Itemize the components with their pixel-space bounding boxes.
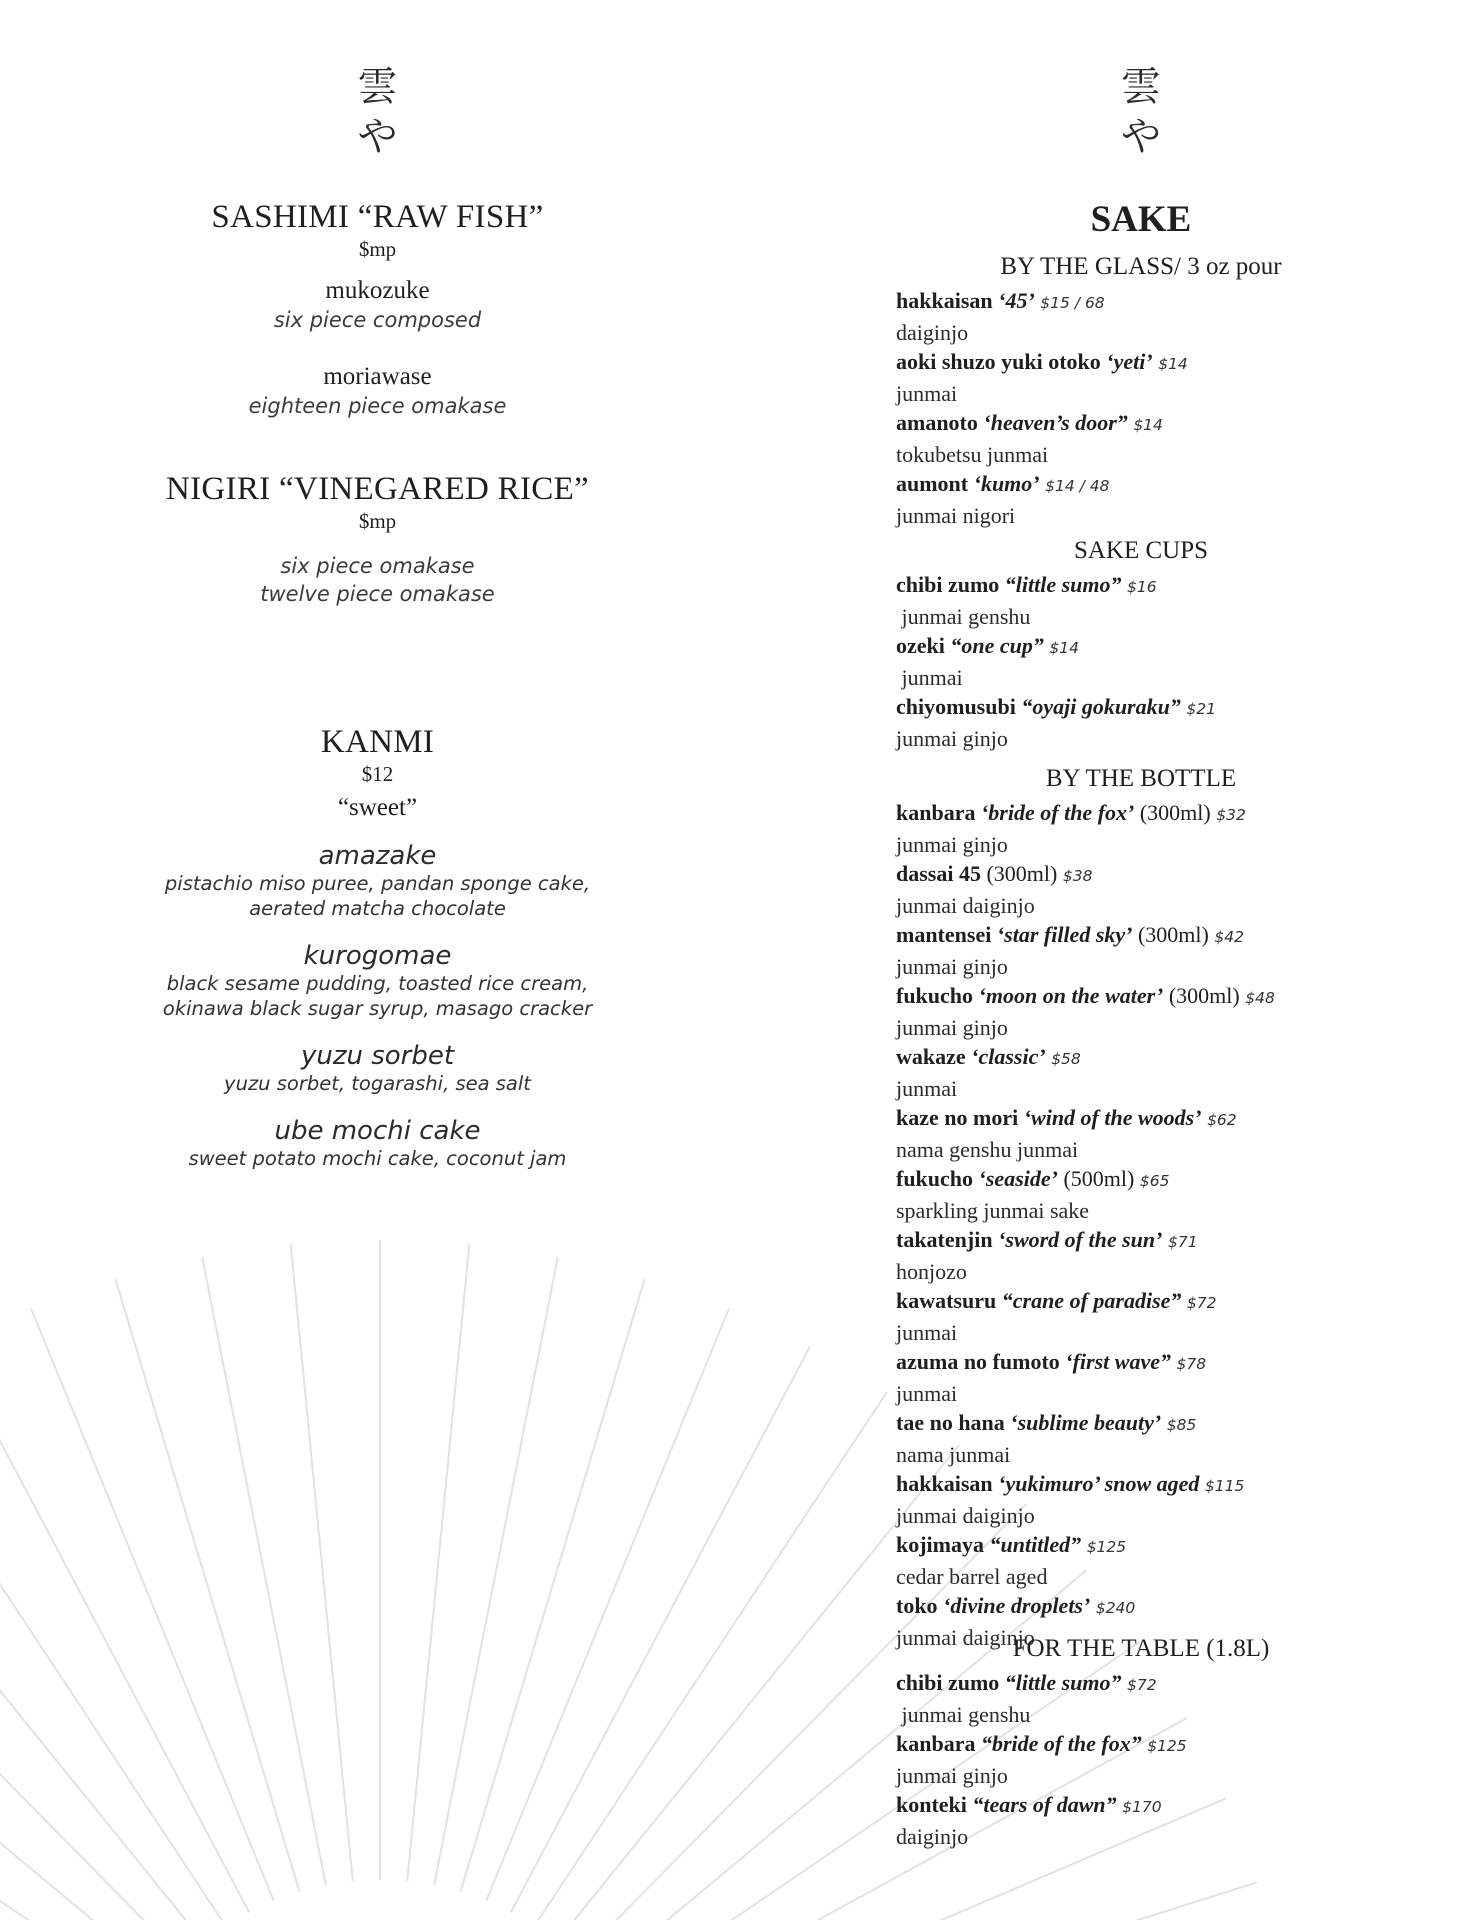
sake-price: $14 <box>1133 416 1163 434</box>
dessert-name: amazake <box>318 841 437 871</box>
sake-nickname: “crane of paradise” <box>1001 1288 1182 1313</box>
sake-type: daiginjo <box>896 320 969 345</box>
sake-entry-title <box>896 1790 1456 1822</box>
sake-nickname: ‘heaven’s door” <box>983 410 1128 435</box>
sake-price: $14 <box>1158 355 1188 373</box>
sake-price: $125 <box>1086 1538 1127 1556</box>
sake-type: junmai <box>896 1381 958 1406</box>
sake-entry <box>896 920 1456 981</box>
sake-type: junmai daiginjo <box>896 1625 1035 1650</box>
sake-entry-title <box>896 798 1456 830</box>
dessert-name: kurogomae <box>303 941 452 971</box>
sake-nickname: ‘first wave” <box>1065 1349 1171 1374</box>
sake-name: mantensei <box>896 922 992 947</box>
sake-type: junmai <box>896 1076 958 1101</box>
sake-price: $14 / 48 <box>1045 477 1110 495</box>
sake-price: $15 / 68 <box>1040 294 1105 312</box>
kanmi-section <box>80 723 675 1171</box>
sake-name: konteki <box>896 1792 967 1817</box>
sake-price: $72 <box>1186 1294 1217 1312</box>
sashimi-item-name: mukozuke <box>325 277 430 304</box>
nigiri-option: twelve piece omakase <box>260 582 495 606</box>
sunburst-ray <box>0 1882 113 1920</box>
sake-name: kaze no mori <box>896 1105 1019 1130</box>
sake-entry-title <box>896 408 1456 440</box>
sake-volume: (300ml) <box>1168 983 1240 1008</box>
section-header: BY THE GLASS/ 3 oz pour <box>1000 253 1282 280</box>
sake-volume: (300ml) <box>1137 922 1209 947</box>
sake-entry <box>896 1668 1456 1729</box>
sake-entry <box>896 1286 1456 1347</box>
sake-nickname: “oyaji gokuraku” <box>1021 694 1181 719</box>
sake-entry-title <box>896 1469 1456 1501</box>
sake-entry <box>896 1469 1456 1530</box>
sake-name: hakkaisan <box>896 288 993 313</box>
sake-entry <box>896 469 1456 530</box>
sake-name: toko <box>896 1593 938 1618</box>
sake-type: junmai ginjo <box>896 1763 1008 1788</box>
sunburst-ray <box>291 1244 353 1881</box>
sake-name: wakaze <box>896 1044 966 1069</box>
sake-nickname: ‘wind of the woods’ <box>1023 1105 1202 1130</box>
sake-name: fukucho <box>896 983 974 1008</box>
sake-name: kanbara <box>896 800 976 825</box>
sake-entry-title <box>896 469 1456 501</box>
sunburst-ray <box>407 1244 469 1881</box>
sake-type: junmai <box>896 381 958 406</box>
sake-nickname: “tears of dawn” <box>972 1792 1117 1817</box>
logo-kumoya <box>80 62 675 162</box>
sake-name: tae no hana <box>896 1410 1005 1435</box>
dessert-desc: aerated matcha chocolate <box>249 897 506 920</box>
sake-volume: (500ml) <box>1063 1166 1135 1191</box>
sake-name: azuma no fumoto <box>896 1349 1060 1374</box>
sake-nickname: ‘classic’ <box>971 1044 1046 1069</box>
sake-name: kanbara <box>896 1731 976 1756</box>
sake-type: junmai ginjo <box>896 726 1008 751</box>
sake-entry <box>896 1729 1456 1790</box>
sake-type: junmai ginjo <box>896 954 1008 979</box>
sake-entry-title <box>896 1042 1456 1074</box>
sake-entry-title <box>896 347 1456 379</box>
sake-entry <box>896 1042 1456 1103</box>
sunburst-ray <box>202 1257 326 1885</box>
sake-entry <box>896 1103 1456 1164</box>
sake-entry-title <box>896 981 1456 1013</box>
sake-name: chibi zumo <box>896 1670 1000 1695</box>
sake-entry <box>896 631 1456 692</box>
kanmi-subtitle: “sweet” <box>337 794 418 821</box>
sake-price: $240 <box>1095 1599 1136 1617</box>
sake-type: cedar barrel aged <box>896 1564 1048 1589</box>
sake-type: sparkling junmai sake <box>896 1198 1090 1223</box>
dessert-desc: black sesame pudding, toasted rice cream, <box>166 972 589 995</box>
sake-price: $62 <box>1207 1111 1237 1129</box>
sunburst-ray <box>511 1347 810 1913</box>
dessert-desc: okinawa black sugar syrup, masago cracker <box>162 997 593 1020</box>
sake-price: $85 <box>1166 1416 1197 1434</box>
logo-glyph: や <box>357 114 398 160</box>
sake-volume: (300ml) <box>1139 800 1211 825</box>
sake-entry <box>896 859 1456 920</box>
sake-nickname: ‘star filled sky’ <box>996 922 1133 947</box>
sashimi-item-desc: eighteen piece omakase <box>248 394 507 418</box>
logo-glyph: 雲 <box>357 64 398 110</box>
sake-entry <box>896 1164 1456 1225</box>
sake-cups <box>896 536 1456 753</box>
sake-entry <box>896 692 1456 753</box>
sake-entry-title <box>896 1347 1456 1379</box>
sake-price: $65 <box>1139 1172 1170 1190</box>
sake-nickname: ‘moon on the water’ <box>978 983 1164 1008</box>
dessert-desc: pistachio miso puree, pandan sponge cake, <box>164 872 591 895</box>
sake-volume: (300ml) <box>986 861 1058 886</box>
sake-for-table <box>896 1634 1456 1851</box>
bottle-list <box>896 798 1456 1652</box>
sake-type: nama genshu junmai <box>896 1137 1079 1162</box>
sake-price: $125 <box>1147 1737 1187 1755</box>
sunburst-ray <box>31 1309 274 1901</box>
sake-entry <box>896 1790 1456 1851</box>
sake-type: junmai <box>896 665 963 690</box>
sake-name: takatenjin <box>896 1227 993 1252</box>
sake-entry-title <box>896 1408 1456 1440</box>
sake-entry-title <box>896 1225 1456 1257</box>
sake-price: $32 <box>1216 806 1246 824</box>
sashimi-section <box>80 198 675 420</box>
sake-name: dassai 45 <box>896 861 981 886</box>
nigiri-option: six piece omakase <box>280 554 475 578</box>
sake-name: fukucho <box>896 1166 974 1191</box>
sake-type: junmai ginjo <box>896 1015 1008 1040</box>
sashimi-item-desc: six piece composed <box>273 308 482 332</box>
sake-type: junmai genshu <box>896 1702 1031 1727</box>
sashimi-item-name: moriawase <box>323 363 432 390</box>
table-list <box>896 1668 1456 1851</box>
sake-name: ozeki <box>896 633 945 658</box>
section-header: SAKE CUPS <box>1073 537 1209 564</box>
sake-price: $16 <box>1127 578 1157 596</box>
sake-price: $48 <box>1245 989 1275 1007</box>
sake-nickname: “little sumo” <box>1004 572 1122 597</box>
sake-price: $38 <box>1062 867 1093 885</box>
sake-by-glass <box>896 252 1456 530</box>
sake-nickname: ‘bride of the fox’ <box>980 800 1135 825</box>
sake-nickname: ‘divine droplets’ <box>943 1593 1091 1618</box>
sake-type: junmai daiginjo <box>896 893 1035 918</box>
sake-entry-title <box>896 1164 1456 1196</box>
logo-glyph: 雲 <box>1121 64 1161 110</box>
sake-nickname: ‘seaside’ <box>978 1166 1058 1191</box>
sake-name: chiyomusubi <box>896 694 1016 719</box>
sunburst-ray <box>647 1882 1257 1920</box>
sake-price: $170 <box>1122 1798 1162 1816</box>
sake-title: SAKE <box>1090 199 1192 240</box>
sake-name: amanoto <box>896 410 978 435</box>
sake-price: $71 <box>1167 1233 1198 1251</box>
sake-nickname: “untitled” <box>989 1532 1082 1557</box>
sake-name: kojimaya <box>896 1532 984 1557</box>
sake-price: $115 <box>1204 1477 1245 1495</box>
kanmi-title: KANMI <box>320 724 435 760</box>
kanmi-price: $12 <box>361 762 394 786</box>
sunburst-ray <box>0 1445 204 1920</box>
sake-name: hakkaisan <box>896 1471 993 1496</box>
dessert-desc: sweet potato mochi cake, coconut jam <box>188 1147 567 1170</box>
sake-nickname: “bride of the fox” <box>980 1731 1142 1756</box>
sake-entry <box>896 1530 1456 1591</box>
sake-by-bottle <box>896 764 1456 1652</box>
sashimi-price: $mp <box>358 237 397 261</box>
sake-type: honjozo <box>896 1259 967 1284</box>
sake-entry-title <box>896 631 1456 663</box>
sake-entry <box>896 1408 1456 1469</box>
sake-entry <box>896 408 1456 469</box>
logo-glyph: や <box>1121 114 1161 160</box>
sake-name: aoki shuzo yuki otoko <box>896 349 1101 374</box>
sake-name: kawatsuru <box>896 1288 997 1313</box>
sake-type: junmai ginjo <box>896 832 1008 857</box>
sake-entry <box>896 347 1456 408</box>
dessert-name: yuzu sorbet <box>300 1041 455 1071</box>
sake-price: $42 <box>1214 928 1244 946</box>
sake-name: chibi zumo <box>896 572 1000 597</box>
logo-kumoya <box>896 62 1386 162</box>
sake-entry-title <box>896 570 1456 602</box>
dessert-name: ube mochi cake <box>274 1116 481 1146</box>
sake-type: junmai <box>896 1320 958 1345</box>
sake-price: $14 <box>1049 639 1079 657</box>
sashimi-title: SASHIMI “RAW FISH” <box>211 199 544 235</box>
sake-type: daiginjo <box>896 1824 969 1849</box>
sake-price: $78 <box>1176 1355 1207 1373</box>
sake-entry <box>896 286 1456 347</box>
sake-nickname: ‘yeti’ <box>1106 349 1153 374</box>
sake-nickname: ‘kumo’ <box>973 471 1040 496</box>
sake-entry <box>896 798 1456 859</box>
glass-list <box>896 286 1456 530</box>
sake-entry-title <box>896 692 1456 724</box>
sake-type: junmai genshu <box>896 604 1031 629</box>
sake-nickname: ‘sword of the sun’ <box>998 1227 1163 1252</box>
sake-entry-title <box>896 920 1456 952</box>
nigiri-price: $mp <box>358 509 397 533</box>
sunburst-ray <box>486 1309 729 1901</box>
sunburst-ray <box>434 1257 558 1885</box>
sake-price: $21 <box>1186 700 1216 718</box>
sunburst-ray <box>0 1505 184 1920</box>
sake-entry <box>896 570 1456 631</box>
sake-entry <box>896 1347 1456 1408</box>
sake-entry-title <box>896 286 1456 318</box>
cups-list <box>896 570 1456 753</box>
section-header: BY THE BOTTLE <box>1045 765 1237 792</box>
sake-nickname: ‘yukimuro’ snow aged <box>998 1471 1200 1496</box>
sake-entry-title <box>896 859 1456 891</box>
sake-price: $58 <box>1051 1050 1081 1068</box>
dessert-desc: yuzu sorbet, togarashi, sea salt <box>224 1072 531 1095</box>
sake-nickname: ‘45’ <box>998 288 1035 313</box>
sake-entry-title <box>896 1591 1456 1623</box>
sake-entry-title <box>896 1286 1456 1318</box>
sake-type: junmai daiginjo <box>896 1503 1035 1528</box>
sake-nickname: ‘sublime beauty’ <box>1010 1410 1162 1435</box>
sake-nickname: “one cup” <box>950 633 1044 658</box>
sake-entry <box>896 981 1456 1042</box>
nigiri-section <box>80 470 675 608</box>
nigiri-title: NIGIRI “VINEGARED RICE” <box>166 471 589 507</box>
sunburst-ray <box>0 1642 149 1920</box>
sake-type: nama junmai <box>896 1442 1011 1467</box>
sake-type: tokubetsu junmai <box>896 442 1049 467</box>
sake-entry <box>896 1225 1456 1286</box>
sunburst-ray <box>0 1347 249 1913</box>
sake-entry-title <box>896 1668 1456 1700</box>
section-header: FOR THE TABLE (1.8L) <box>1012 1635 1270 1662</box>
sake-nickname: “little sumo” <box>1004 1670 1122 1695</box>
sake-name: aumont <box>896 471 969 496</box>
sake-entry-title <box>896 1729 1456 1761</box>
sake-entry-title <box>896 1530 1456 1562</box>
sake-type: junmai nigori <box>896 503 1016 528</box>
sake-price: $72 <box>1127 1676 1157 1694</box>
sake-entry-title <box>896 1103 1456 1135</box>
